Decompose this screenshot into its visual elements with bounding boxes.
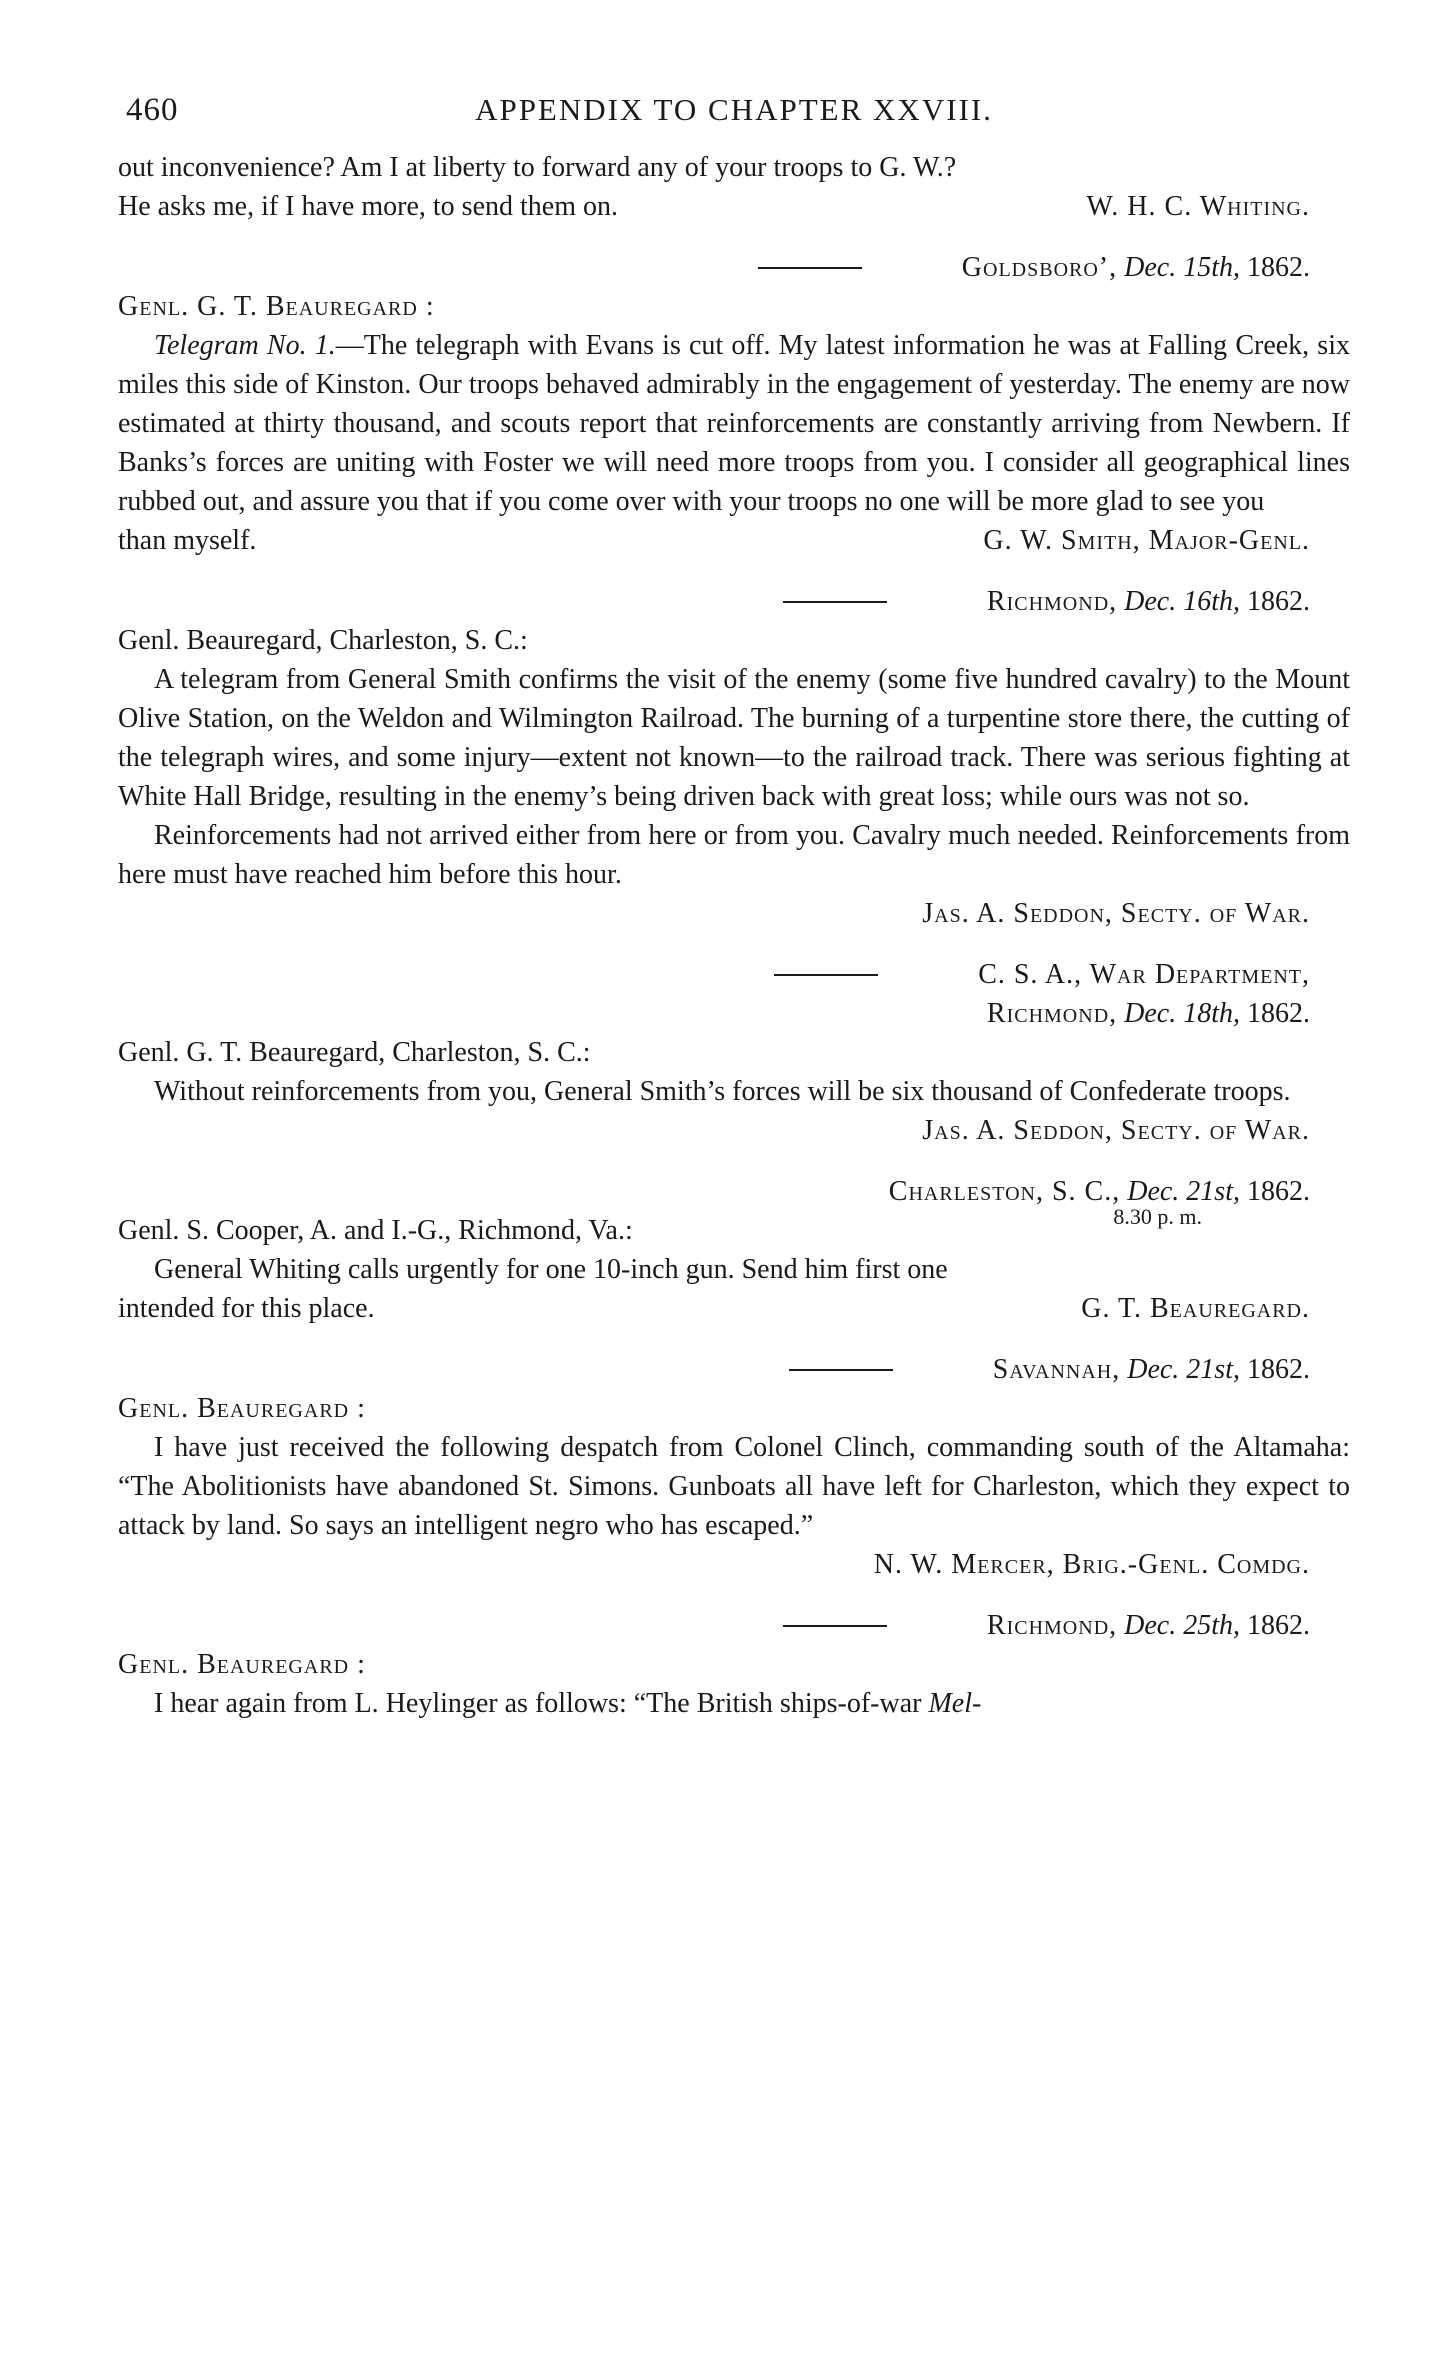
dateline-year: 1862. (1247, 252, 1310, 283)
dateline-place: Charleston, S. C., (888, 1176, 1121, 1207)
dateline-place: Savannah, (992, 1354, 1121, 1385)
dateline-place: Goldsboro’, (961, 252, 1118, 283)
separator-rule (783, 601, 887, 603)
addressee-row (118, 1204, 1350, 1250)
signature: G. W. Smith, Major-Genl. (983, 525, 1310, 556)
separator-rule (783, 1625, 887, 1627)
signature: Jas. A. Seddon, Secty. of War. (922, 1115, 1310, 1146)
dateline-date: Dec. 25th, (1124, 1610, 1240, 1641)
letter-body: I have just received the following despatch from Colonel Clinch, commanding south of the Altamaha: “The Abolitionists have abandoned St. Simons. Gunboats all have left for Charleston, which they expect to attack by land. So says an intelligent negro who has escaped.” (118, 1432, 1350, 1541)
body-hyphenated-word: Mel- (928, 1688, 982, 1719)
page-number: 460 (126, 92, 179, 128)
letter-paragraph: Reinforcements had not arrived either from here or from you. Cavalry much needed. Reinforcements from here must have reached him before this hour. (118, 820, 1350, 890)
letter-body (118, 326, 1350, 521)
dateline-date: Dec. 21st, (1127, 1176, 1240, 1207)
dateline-year: 1862. (1247, 1354, 1310, 1385)
dateline-date: Dec. 21st, (1127, 1354, 1240, 1385)
letter-body (118, 1684, 1350, 1723)
body-text: —The telegraph with Evans is cut off. My latest information he was at Falling Creek, six miles this side of Kinston. Our troops behaved admirably in the engagement of yesterday. The enemy are now estimated at thirty thousand, and scouts report that reinforcements are constantly arriving from Newbern. If Banks’s forces are uniting with Foster we will need more troops from you. I consider all geographical lines rubbed out, and assure you that if you come over with your troops no one will be more glad to see you (118, 330, 1350, 517)
running-title: APPENDIX TO CHAPTER XXVIII. (475, 92, 993, 127)
body-last-line: intended for this place. (118, 1293, 375, 1324)
dateline (118, 582, 1350, 621)
separator-rule (758, 267, 862, 269)
addressee: Genl. Beauregard : (118, 1649, 366, 1680)
document-page (118, 92, 1350, 1723)
letter-closing (118, 521, 1350, 560)
dateline-time: 8.30 p. m. (1113, 1204, 1202, 1229)
dateline-year: 1862. (1247, 586, 1310, 617)
signature: G. T. Beauregard. (1081, 1293, 1310, 1324)
separator-rule (789, 1369, 893, 1371)
continuation-closing (118, 187, 1350, 226)
letter-paragraph: A telegram from General Smith confirms the visit of the enemy (some five hundred cavalry) to the Mount Olive Station, on the Weldon and Wilmington Railroad. The burning of a turpentine store there, the cutting of the telegraph wires, and some injury—extent not known—to the railroad track. There was serious fighting at White Hall Bridge, resulting in the enemy’s being driven back with great loss; while ours was not so. (118, 664, 1350, 812)
letter-savannah (118, 1350, 1350, 1584)
dateline-date: Dec. 18th, (1124, 998, 1240, 1029)
signature: N. W. Mercer, Brig.-Genl. Comdg. (873, 1549, 1310, 1580)
department-heading: C. S. A., War Department, (978, 959, 1310, 990)
letter-body: Without reinforcements from you, General Smith’s forces will be six thousand of Confederate troops. (154, 1076, 1291, 1107)
dateline-place: Richmond, (986, 586, 1118, 617)
addressee: Genl. G. T. Beauregard, Charleston, S. C.: (118, 1037, 591, 1068)
addressee: Genl. Beauregard : (118, 1393, 366, 1424)
dateline-date: Dec. 16th, (1124, 586, 1240, 617)
dateline (118, 1350, 1350, 1389)
dateline-year: 1862. (1247, 998, 1310, 1029)
continuation-text: He asks me, if I have more, to send them on. (118, 191, 618, 222)
letter-richmond-dec16 (118, 582, 1350, 933)
letter-goldsboro (118, 248, 1350, 560)
letter-body: General Whiting calls urgently for one 10-inch gun. Send him first one (154, 1254, 948, 1285)
continuation-line: out inconvenience? Am I at liberty to forward any of your troops to G. W.? (118, 152, 957, 183)
dateline (118, 1606, 1350, 1645)
addressee: Genl. G. T. Beauregard : (118, 291, 435, 322)
separator-rule (774, 974, 878, 976)
letter-closing (118, 1289, 1350, 1328)
dateline-place: Richmond, (986, 998, 1118, 1029)
addressee: Genl. S. Cooper, A. and I.-G., Richmond, Va.: (118, 1215, 633, 1246)
dateline-year: 1862. (1247, 1610, 1310, 1641)
dateline-place: Richmond, (986, 1610, 1118, 1641)
letter-heading (118, 955, 1350, 994)
running-header (118, 92, 1350, 136)
body-last-line: than myself. (118, 525, 257, 556)
body-text: I hear again from L. Heylinger as follows: “The British ships-of-war (154, 1688, 922, 1719)
letter-continuation (118, 148, 1350, 226)
letter-charleston (118, 1172, 1350, 1328)
telegram-label: Telegram No. 1. (154, 330, 336, 361)
letter-richmond-dec25 (118, 1606, 1350, 1723)
dateline (118, 248, 1350, 287)
addressee: Genl. Beauregard, Charleston, S. C.: (118, 625, 528, 656)
signature: Jas. A. Seddon, Secty. of War. (922, 898, 1310, 929)
dateline (118, 994, 1350, 1033)
letter-richmond-dec18 (118, 955, 1350, 1150)
dateline-date: Dec. 15th, (1124, 252, 1240, 283)
dateline-year: 1862. (1247, 1176, 1310, 1207)
signature: W. H. C. Whiting. (1086, 191, 1310, 222)
